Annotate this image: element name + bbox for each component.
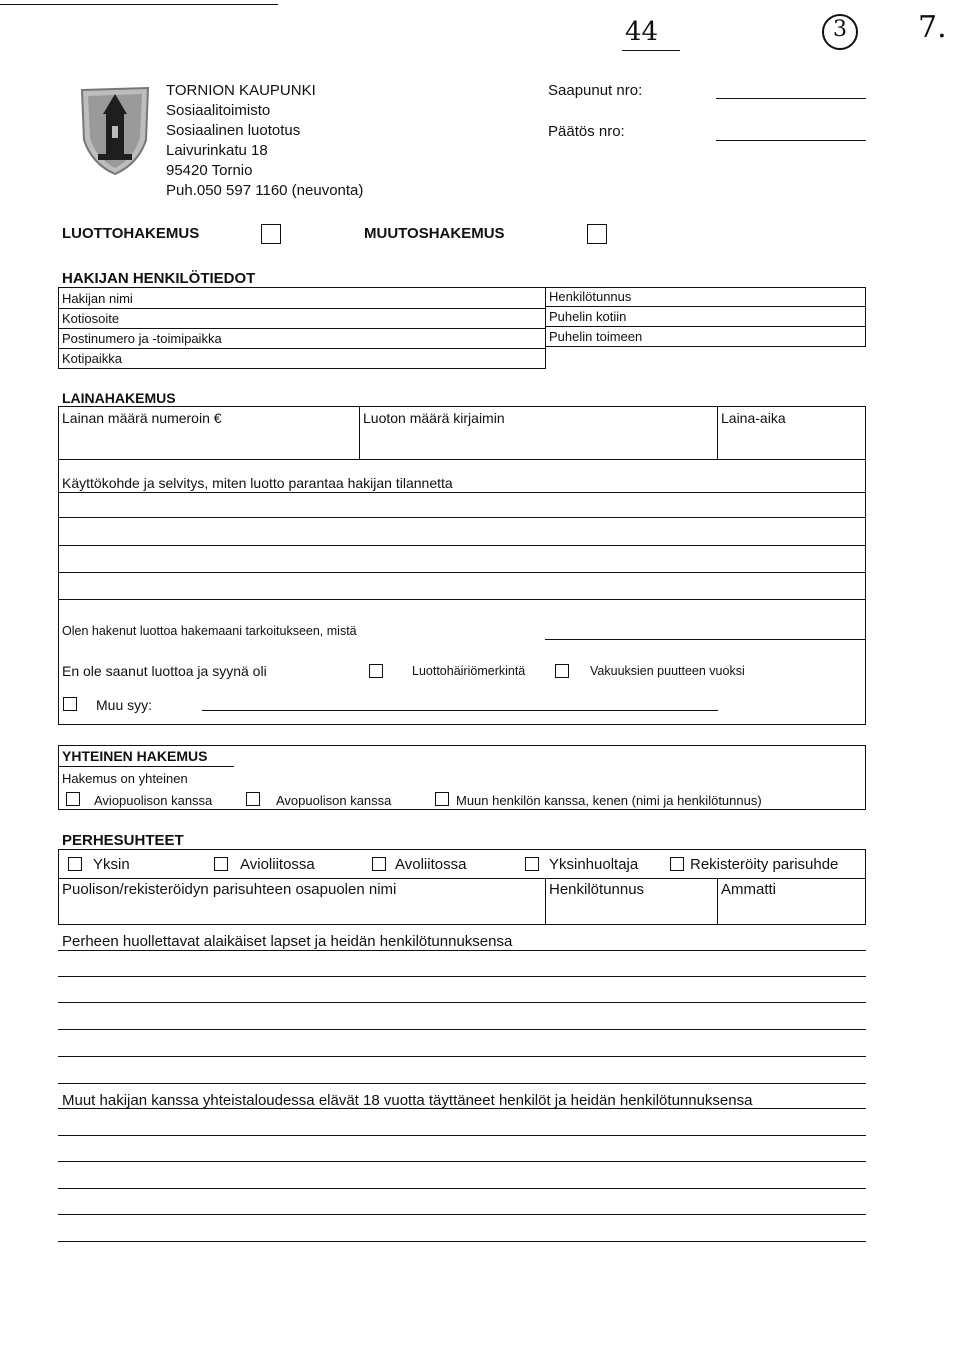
top-scan-line: [0, 4, 278, 5]
purpose-rule: [58, 517, 866, 518]
spouse-name-field[interactable]: Puolison/rekisteröidyn parisuhteen osapuolen nimi: [62, 881, 397, 898]
coat-of-arms-logo: [76, 82, 154, 176]
applicant-row-rule: [58, 368, 545, 369]
family-col-rule: [545, 878, 546, 925]
single-label: Yksin: [93, 856, 130, 873]
other-reason-label: Muu syy:: [96, 697, 153, 713]
children-label: Perheen huollettavat alaikäiset lapset ja heidän henkilötunnuksensa: [62, 933, 513, 950]
org-line-office: Sosiaalitoimisto: [166, 102, 271, 119]
postal-code-field[interactable]: Postinumero ja -toimipaikka: [62, 331, 222, 346]
credit-default-checkbox[interactable]: [369, 664, 383, 678]
applicant-right-border: [865, 287, 866, 347]
children-line[interactable]: [58, 950, 866, 951]
circled-number: 3: [833, 17, 847, 42]
other-reason-checkbox[interactable]: [63, 697, 77, 711]
married-label: Avioliitossa: [240, 856, 315, 873]
purpose-rule: [58, 492, 866, 493]
applicant-row-rule: [58, 308, 545, 309]
purpose-rule: [58, 545, 866, 546]
change-application-checkbox[interactable]: [587, 224, 607, 244]
purpose-rule: [58, 572, 866, 573]
applicant-row-rule: [545, 326, 865, 327]
municipality-field[interactable]: Kotipaikka: [62, 351, 122, 366]
joint-spouse-label: Aviopuolison kanssa: [94, 793, 213, 808]
previous-loan-field[interactable]: [545, 639, 865, 640]
applicant-top-rule: [58, 287, 866, 288]
other-reason-field[interactable]: [202, 710, 718, 711]
joint-section-title: YHTEINEN HAKEMUS: [62, 748, 208, 764]
purpose-rule: [58, 599, 866, 600]
single-parent-label: Yksinhuoltaja: [549, 856, 639, 873]
credit-default-label: Luottohäiriömerkintä: [412, 664, 526, 678]
applicant-section-title: HAKIJAN HENKILÖTIEDOT: [62, 270, 256, 287]
applicant-row-rule: [58, 348, 545, 349]
registered-partnership-checkbox[interactable]: [670, 857, 684, 871]
children-line[interactable]: [58, 1056, 866, 1057]
applicant-row-rule: [545, 306, 865, 307]
org-line-postal: 95420 Tornio: [166, 162, 253, 179]
children-line[interactable]: [58, 976, 866, 977]
corner-mark: 7.: [918, 10, 947, 45]
joint-subtitle: Hakemus on yhteinen: [62, 771, 188, 786]
other-members-line[interactable]: [58, 1188, 866, 1189]
loan-section-title: LAINAHAKEMUS: [62, 390, 176, 406]
loan-period-field[interactable]: Laina-aika: [721, 410, 786, 426]
married-checkbox[interactable]: [214, 857, 228, 871]
children-line[interactable]: [58, 1029, 866, 1030]
handwritten-page-number: 44: [625, 17, 659, 47]
other-members-line[interactable]: [58, 1161, 866, 1162]
arrival-number-label: Saapunut nro:: [548, 82, 643, 99]
family-row-rule: [58, 878, 866, 879]
cohabiting-label: Avoliitossa: [395, 856, 467, 873]
arrival-number-field[interactable]: [716, 98, 866, 99]
decision-number-field[interactable]: [716, 140, 866, 141]
family-section-title: PERHESUHTEET: [62, 832, 184, 849]
applicant-row-rule: [545, 346, 865, 347]
other-members-label: Muut hakijan kanssa yhteistaloudessa elävät 18 vuotta täyttäneet henkilöt ja heidän henkilötunnuksensa: [62, 1092, 753, 1109]
other-members-line[interactable]: [58, 1135, 866, 1136]
loan-col-rule: [717, 406, 718, 459]
family-col-rule: [717, 878, 718, 925]
purpose-right-edge: [865, 517, 866, 545]
spouse-id-field[interactable]: Henkilötunnus: [549, 881, 645, 898]
loan-col-rule: [359, 406, 360, 459]
loan-row-rule: [58, 459, 866, 460]
collateral-checkbox[interactable]: [555, 664, 569, 678]
personal-id-field[interactable]: Henkilötunnus: [549, 289, 632, 304]
applicant-row-rule: [58, 328, 545, 329]
home-address-field[interactable]: Kotiosoite: [62, 311, 120, 326]
other-members-line[interactable]: [58, 1214, 866, 1215]
cohabiting-checkbox[interactable]: [372, 857, 386, 871]
loan-purpose-label: Käyttökohde ja selvitys, miten luotto parantaa hakijan tilannetta: [62, 475, 453, 491]
org-line-street: Laivurinkatu 18: [166, 142, 268, 159]
joint-partner-label: Avopuolison kanssa: [276, 793, 392, 808]
children-line[interactable]: [58, 1083, 866, 1084]
decision-number-label: Päätös nro:: [548, 123, 625, 140]
page-number-underline: [622, 50, 680, 51]
other-members-line[interactable]: [58, 1241, 866, 1242]
joint-spouse-checkbox[interactable]: [66, 792, 80, 806]
org-line-unit: Sosiaalinen luototus: [166, 122, 301, 139]
home-phone-field[interactable]: Puhelin kotiin: [549, 309, 627, 324]
loan-amount-numeric-field[interactable]: Lainan määrä numeroin €: [62, 410, 222, 426]
joint-partner-checkbox[interactable]: [246, 792, 260, 806]
credit-application-checkbox[interactable]: [261, 224, 281, 244]
applicant-name-field[interactable]: Hakijan nimi: [62, 291, 133, 306]
not-received-label: En ole saanut luottoa ja syynä oli: [62, 663, 267, 679]
change-application-label: MUUTOSHAKEMUS: [364, 225, 505, 242]
loan-amount-text-field[interactable]: Luoton määrä kirjaimin: [363, 410, 505, 426]
children-line[interactable]: [58, 1002, 866, 1003]
joint-other-label: Muun henkilön kanssa, kenen (nimi ja henkilötunnus): [456, 793, 762, 808]
single-parent-checkbox[interactable]: [525, 857, 539, 871]
work-phone-field[interactable]: Puhelin toimeen: [549, 329, 643, 344]
org-line-city: TORNION KAUPUNKI: [166, 82, 316, 99]
single-checkbox[interactable]: [68, 857, 82, 871]
applicant-middle-border: [545, 287, 546, 369]
org-line-phone: Puh.050 597 1160 (neuvonta): [166, 182, 364, 199]
registered-partnership-label: Rekisteröity parisuhde: [690, 856, 839, 873]
credit-application-label: LUOTTOHAKEMUS: [62, 225, 200, 242]
spouse-occupation-field[interactable]: Ammatti: [721, 881, 777, 898]
joint-other-checkbox[interactable]: [435, 792, 449, 806]
previous-loan-label: Olen hakenut luottoa hakemaani tarkoitukseen, mistä: [62, 624, 357, 638]
joint-title-underline: [58, 766, 234, 767]
collateral-label: Vakuuksien puutteen vuoksi: [590, 664, 745, 678]
other-members-line[interactable]: [58, 1108, 866, 1109]
